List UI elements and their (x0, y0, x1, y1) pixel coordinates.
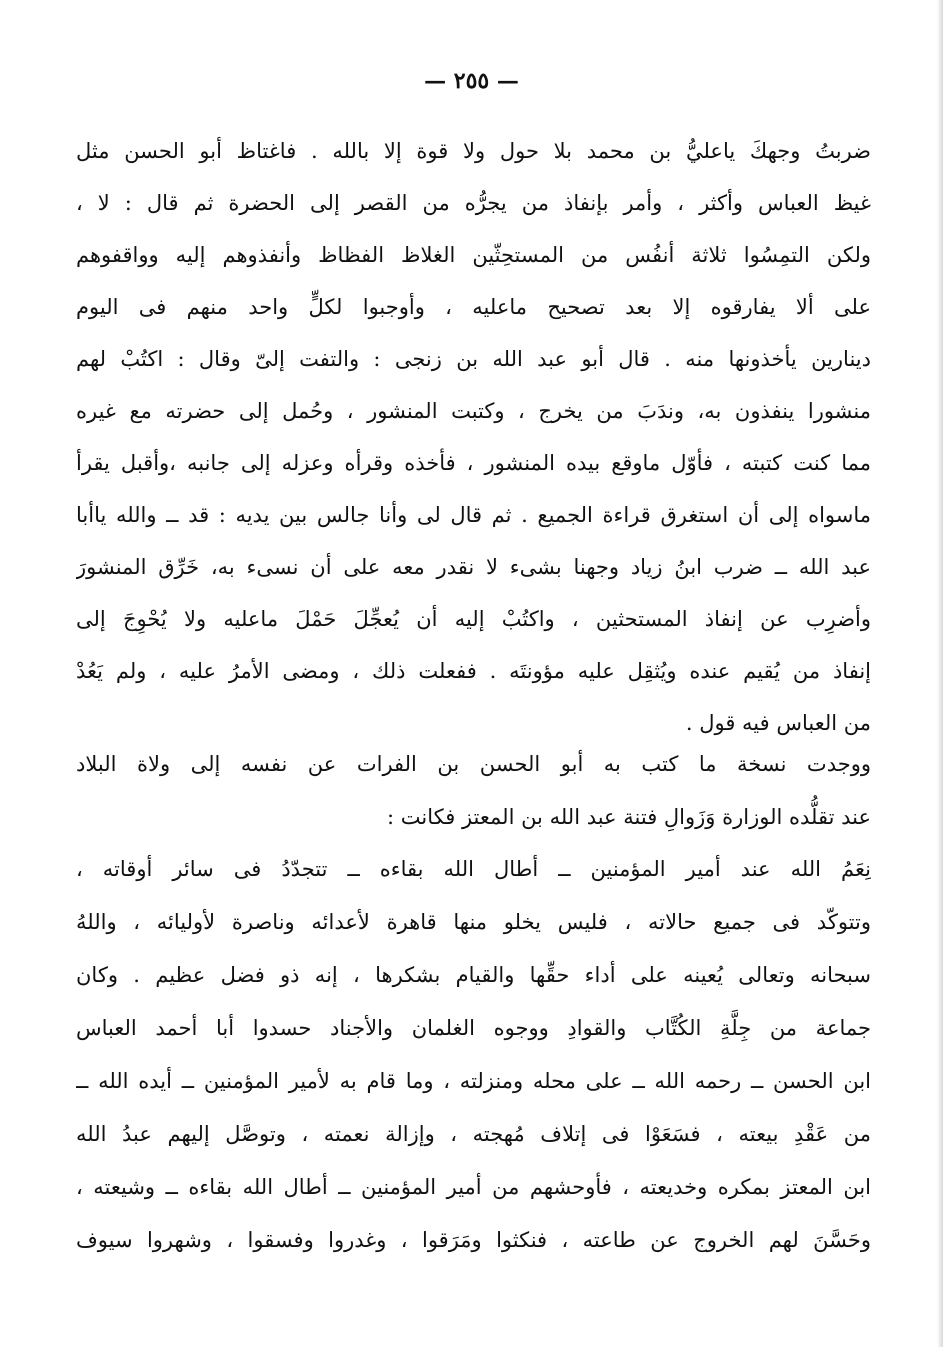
text-line: ولكن التمِسُوا ثلاثة أنفُس من المستحِثّين الغلاظ الفظاظ وأنفذوهم إليه وواقفوهم (76, 243, 871, 267)
text-line: مما كنت كتبته ، فأوّل ماوقع بيده المنشور ، فأخذه وقرأه وعزله إلى جانبه ،وأقبل يقرأ (76, 451, 871, 475)
text-line: منشورا ينفذون به، وندَبَ من يخرج ، وكتبت المنشور ، وحُمل إلى حضرته مع غيره (76, 399, 871, 423)
paragraph-1 (76, 125, 871, 749)
text-line: ابن المعتز بمكره وخديعته ، فأوحشهم من أمير المؤمنين ــ أطال الله بقاءه ــ وشيعته ، (76, 1175, 871, 1199)
text-line: من عَقْدِ بيعته ، فسَعَوْا فى إتلاف مُهجته ، وإزالة نعمته ، وتوصَّل إليهم عبدُ الله (76, 1122, 871, 1146)
text-line: نِعَمُ الله عند أمير المؤمنين ــ أطال الله بقاءه ــ تتجدّدُ فى سائر أوقاته ، (76, 857, 871, 881)
text-line: دينارين يأخذونها منه . قال أبو عبد الله بن زنجى : والتفت إلىّ وقال : اكتُبْ لهم (76, 347, 871, 371)
text-line: ووجدت نسخة ما كتب به أبو الحسن بن الفرات عن نفسه إلى ولاة البلاد (76, 752, 871, 776)
text-line: وحَسَّنَ لهم الخروج عن طاعته ، فنكثوا ومَرَقوا ، وغدروا وفسقوا ، وشهروا سيوف (76, 1228, 871, 1252)
paragraph-2 (76, 738, 871, 844)
text-line: سبحانه وتعالى يُعينه على أداء حقِّها والقيام بشكرها ، إنه ذو فضل عظيم . وكان (76, 963, 871, 987)
text-line: وأضرِب عن إنفاذ المستحثين ، واكتُبْ إليه أن يُعجِّلَ حَمْلَ ماعليه ولا يُحْوِجَ إلى (76, 607, 871, 631)
text-line: عبد الله ــ ضرب ابنُ زياد وجهنا بشىء لا نقدر معه على أن نسىء به، خَرِّق المنشورَ (76, 555, 871, 579)
text-line: ابن الحسن ــ رحمه الله ــ على محله ومنزلته ، وما قام به لأمير المؤمنين ــ أيده الله ــ (76, 1069, 871, 1093)
text-line: على ألا يفارقوه إلا بعد تصحيح ماعليه ، وأوجبوا لكلٍّ واحد منهم فى اليوم (76, 295, 871, 319)
paragraph-3 (76, 843, 871, 1267)
text-line: عند تقلُّده الوزارة وَزَوالِ فتنة عبد الله بن المعتز فكانت : (387, 805, 871, 829)
text-line: ماسواه إلى أن استغرق قراءة الجميع . ثم قال لى وأنا جالس بين يديه : قد ــ والله ياأبا (76, 503, 871, 527)
text-line: وتتوكّد فى جميع حالاته ، فليس يخلو منها قاهرة لأعدائه وناصرة لأوليائه ، واللهُ (76, 910, 871, 934)
text-line: من العباس فيه قول . (685, 711, 871, 735)
page-number: — ٢٥٥ — (424, 68, 519, 94)
page-edge-shadow (937, 0, 943, 1347)
text-line: ضربتُ وجهكَ ياعليُّ بن محمد بلا حول ولا قوة إلا بالله . فاغتاظ أبو الحسن مثل (76, 139, 871, 163)
text-line: غيظ العباس وأكثر ، وأمر بإنفاذ من يجرُّه من القصر إلى الحضرة ثم قال : لا ، (76, 191, 871, 215)
text-line: إنفاذ من يُقيم عنده ويُثقِل عليه مؤونتَه . ففعلت ذلك ، ومضى الأمرُ عليه ، ولم يَعُدْ (76, 659, 871, 683)
text-line: جماعة من جِلَّةِ الكُتَّاب والقوادِ ووجوه الغلمان والأجناد حسدوا أبا أحمد العباس (76, 1016, 871, 1040)
